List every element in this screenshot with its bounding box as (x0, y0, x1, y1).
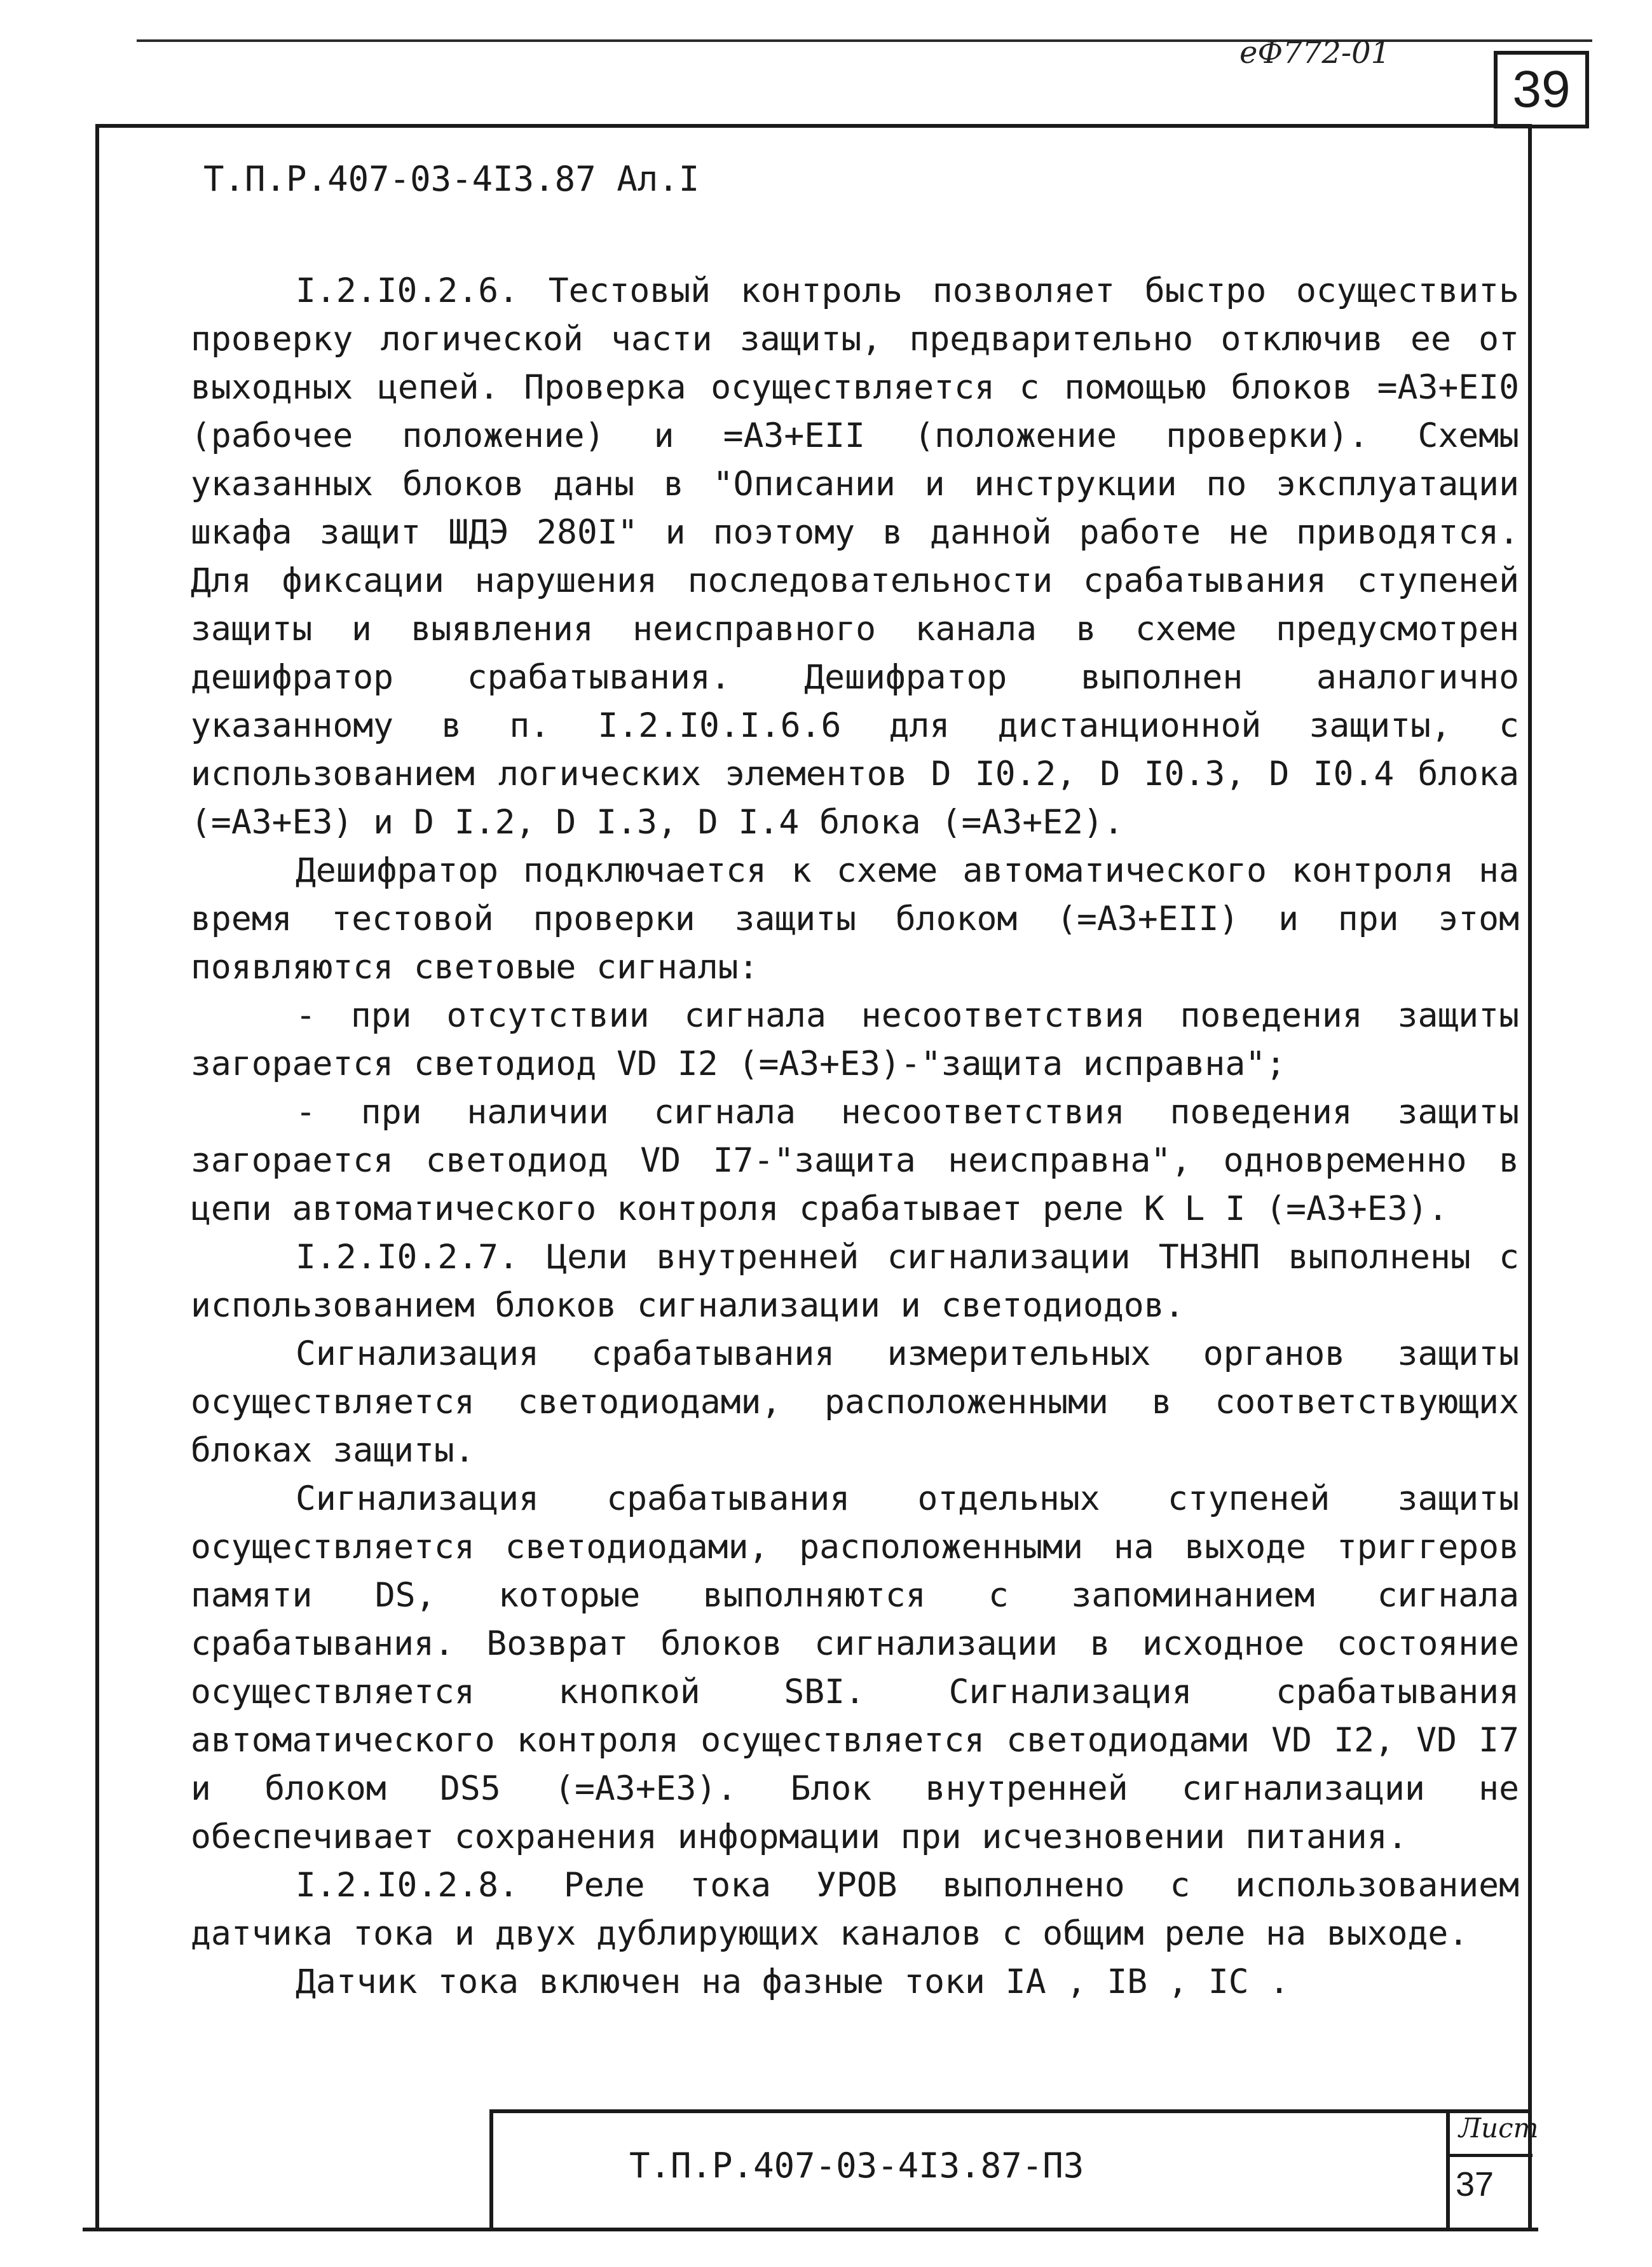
paragraph-test-control: I.2.I0.2.6. Тестовый контроль позволяет быстро осуществить проверку логической части защиты, предварительно отключив ее от выходных цепей. Проверка осуществляется с помощью блоков =А3+ЕI0 (рабочее положение) и =А3+ЕII (положение проверки). Схемы указанных блоков даны в "Описании и инструкции по эксплуатации шкафа защит ШДЭ 280I" и поэтому в данной работе не приводятся. Для фиксации нарушения последовательности срабатывания ступеней защиты и выявления неисправного канала в схеме предусмотрен дешифратор срабатывания. Дешифратор выполнен аналогично указанному в п. I.2.I0.I.6.6 для дистанционной защиты, с использованием логических элементов D I0.2, D I0.3, D I0.4 блока (=А3+Е3) и D I.2, D I.3, D I.4 блока (=А3+Е2). (191, 271, 1519, 842)
sheet-number: 39 (1494, 51, 1589, 128)
title-block-divider (1446, 2109, 1450, 2229)
sheet-label: Лист (1459, 2113, 1539, 2144)
title-block-code: Т.П.Р.407-03-4I3.87-ПЗ (629, 2146, 1084, 2186)
bottom-rule (83, 2228, 1538, 2231)
paragraph-current-sensor: Датчик тока включен на фазные токи IA , IB , IC . (296, 1962, 1290, 2001)
paragraph-decoder-connection: Дешифратор подключается к схеме автоматического контроля на время тестовой проверки защиты блоком (=А3+ЕII) и при этом появляются световые сигналы: (191, 851, 1519, 987)
document-reference: Т.П.Р.407-03-4I3.87 Ал.I (203, 159, 700, 199)
list-item-protection-ok: - при отсутствии сигнала несоответствия поведения защиты загорается светодиод VD I2 (=А3+Е3)-"защита исправна"; (191, 996, 1519, 1083)
document-body (191, 267, 1519, 2111)
sheet-page-number: 37 (1456, 2165, 1494, 2203)
paragraph-stage-signalling: Сигнализация срабатывания отдельных ступеней защиты осуществляется светодиодами, расположенными на выходе триггеров памяти DS, которые выполняются с запоминанием сигнала срабатывания. Возврат блоков сигнализации в исходное состояние осуществляется кнопкой SBI. Сигнализация срабатывания автоматического контроля осуществляется светодиодами VD I2, VD I7 и блоком DS5 (=А3+Е3). Блок внутренней сигнализации не обеспечивает сохранения информации при исчезновении питания. (191, 1479, 1519, 1856)
sheet-label-divider (1450, 2154, 1533, 2157)
paragraph-urov-relay: I.2.I0.2.8. Реле тока УРОВ выполнено с использованием датчика тока и двух дублирующих каналов с общим реле на выходе. (191, 1866, 1519, 1953)
paragraph-measuring-organs: Сигнализация срабатывания измерительных органов защиты осуществляется светодиодами, расположенными в соответствующих блоках защиты. (191, 1334, 1519, 1470)
list-item-protection-fault: - при наличии сигнала несоответствия поведения защиты загорается светодиод VD I7-"защита неисправна", одновременно в цепи автоматического контроля срабатывает реле K L I (=А3+Е3). (191, 1093, 1519, 1228)
paragraph-internal-signalling: I.2.I0.2.7. Цели внутренней сигнализации ТНЗНП выполнены с использованием блоков сигнализации и светодиодов. (191, 1238, 1519, 1325)
handwritten-mark: еФ772-01 (1239, 35, 1391, 71)
